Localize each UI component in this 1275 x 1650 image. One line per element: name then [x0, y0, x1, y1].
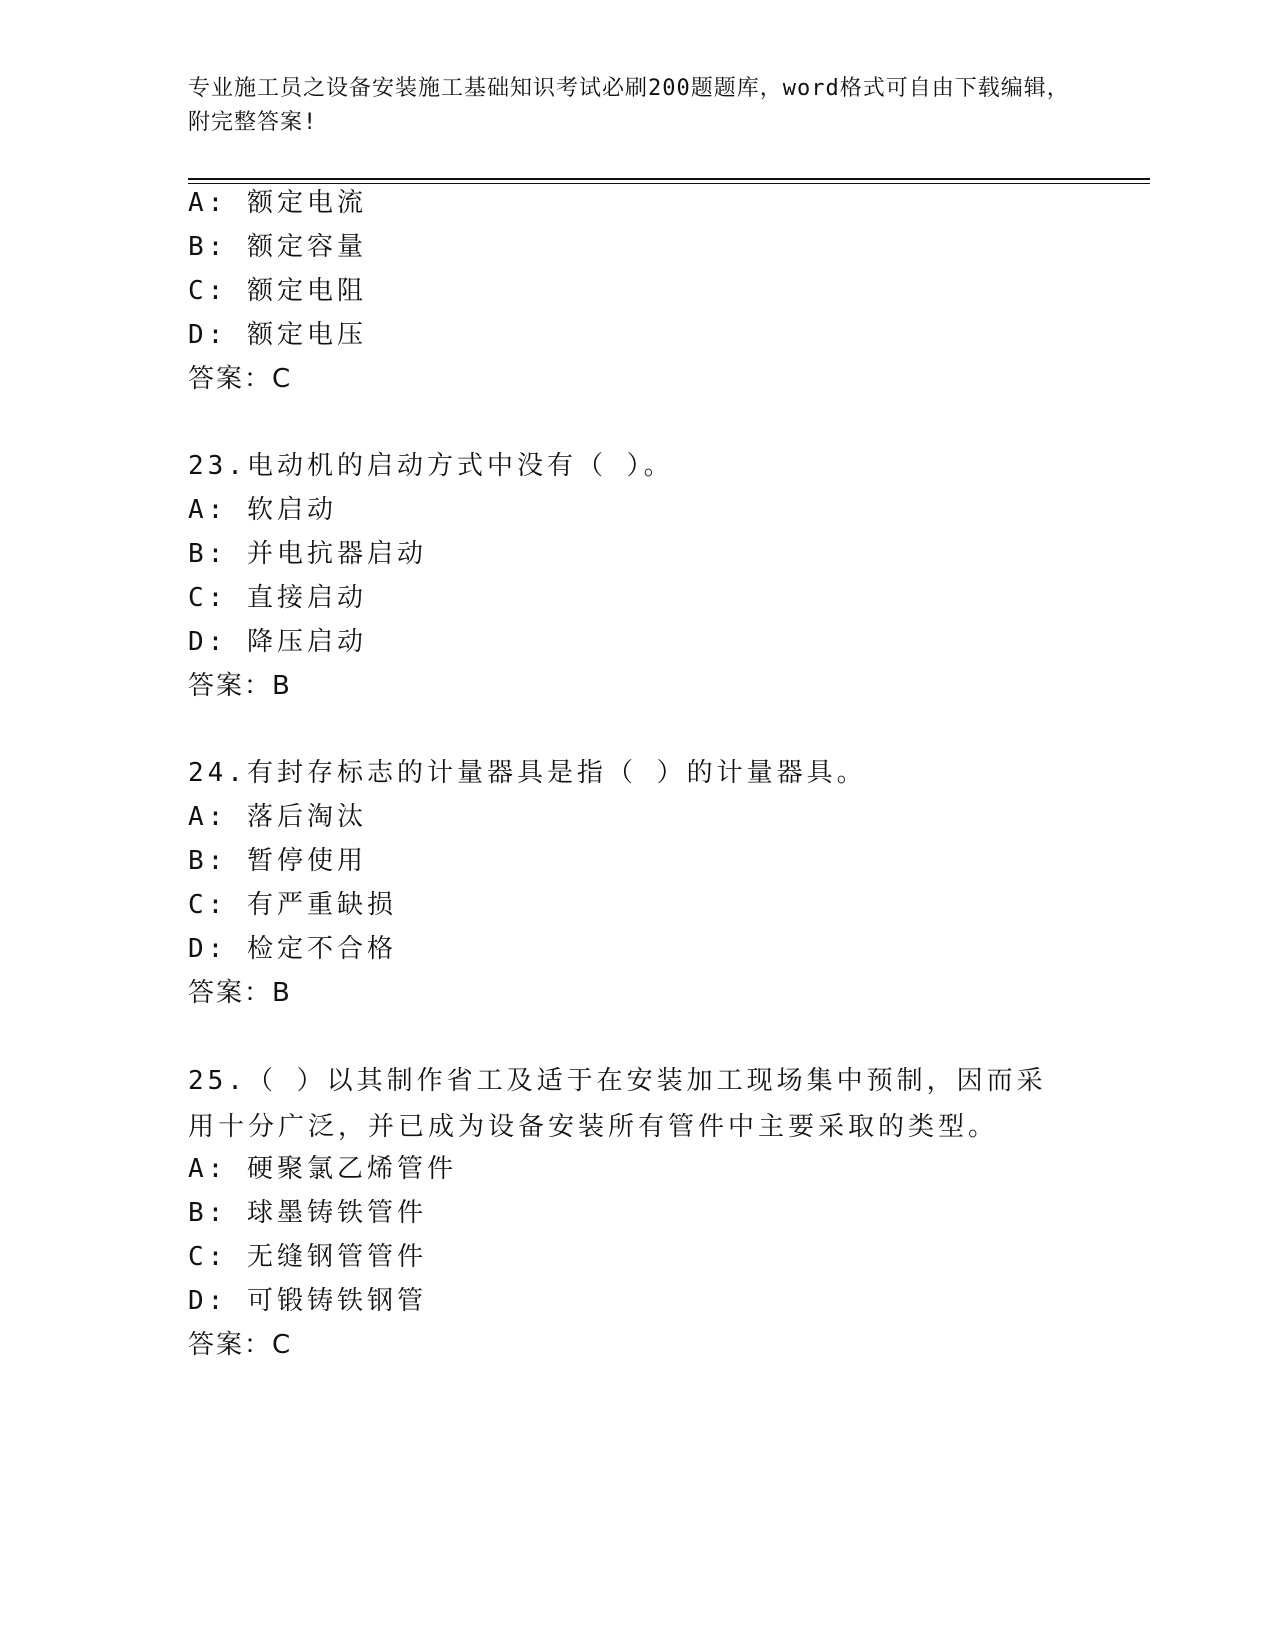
q22-option-b: B: 额定容量	[188, 232, 367, 262]
q24-option-c: C: 有严重缺损	[188, 890, 397, 920]
q25-option-d: D: 可锻铸铁钢管	[188, 1286, 427, 1316]
q25-stem: 25.（ ）以其制作省工及适于在安装加工现场集中预制，因而采用十分广泛，并已成为设备安装所有管件中主要采取的类型。	[188, 1066, 1047, 1142]
q24-option-b: B: 暂停使用	[188, 846, 367, 876]
q22-option-a: A: 额定电流	[188, 188, 367, 218]
q22-answer: 答案：C	[188, 364, 293, 394]
q22-option-c: C: 额定电阻	[188, 276, 367, 306]
q23-answer: 答案：B	[188, 671, 292, 701]
q23-option-c: C: 直接启动	[188, 583, 367, 613]
q23-option-b: B: 并电抗器启动	[188, 539, 427, 569]
header-divider-thick	[188, 178, 1150, 180]
q25-answer: 答案：C	[188, 1330, 293, 1360]
q23-option-d: D: 降压启动	[188, 627, 367, 657]
q25-option-c: C: 无缝钢管管件	[188, 1242, 427, 1272]
q23-stem: 23.电动机的启动方式中没有（ ）。	[188, 451, 674, 481]
q24-stem: 24.有封存标志的计量器具是指（ ）的计量器具。	[188, 758, 867, 788]
q25-option-a: A: 硬聚氯乙烯管件	[188, 1154, 457, 1184]
header-divider-thin	[188, 183, 1150, 184]
q24-option-a: A: 落后淘汰	[188, 802, 367, 832]
q25-option-b: B: 球墨铸铁管件	[188, 1198, 427, 1228]
q22-option-d: D: 额定电压	[188, 320, 367, 350]
q24-option-d: D: 检定不合格	[188, 934, 397, 964]
q24-answer: 答案：B	[188, 978, 292, 1008]
document-header: 专业施工员之设备安装施工基础知识考试必刷200题题库，word格式可自由下载编辑，附完整答案!	[188, 76, 1070, 135]
q23-option-a: A: 软启动	[188, 495, 337, 525]
